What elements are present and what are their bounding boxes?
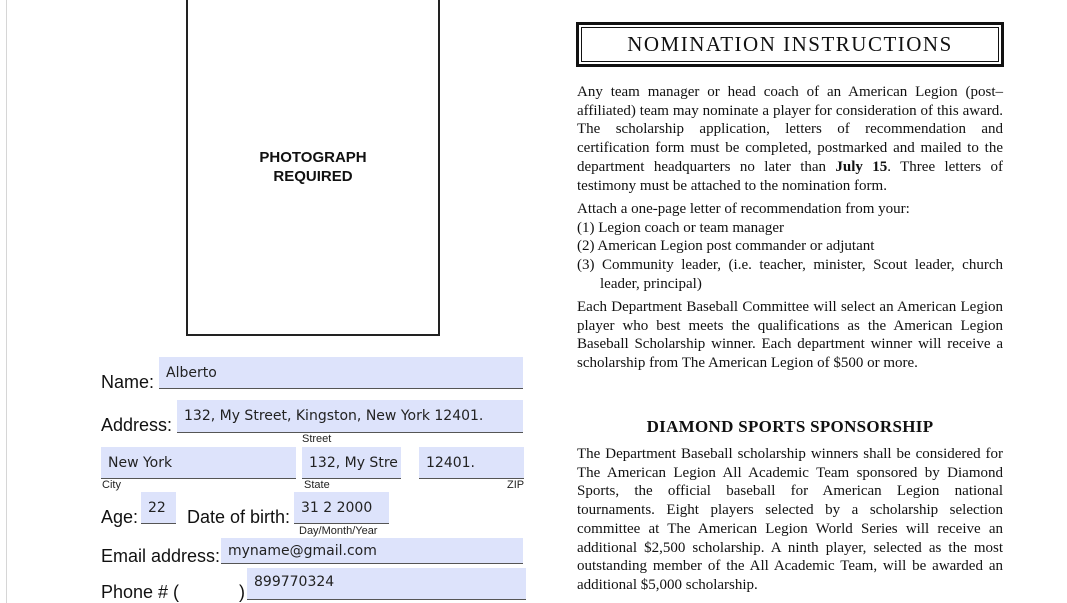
dob-field[interactable]: 31 2 2000 (294, 492, 389, 524)
address-label: Address: (101, 415, 173, 435)
nomination-instructions-title: NOMINATION INSTRUCTIONS (576, 22, 1004, 67)
state-caption: State (304, 479, 330, 491)
name-field[interactable]: Alberto (159, 357, 523, 389)
p1-text-end: . Three letters of testimony must be attached to the nomination form. (577, 158, 1003, 194)
street-caption: Street (302, 433, 332, 445)
sponsorship-paragraph: The Department Baseball scholarship winners shall be considered for The American Legion All Academic Team sponsored by Diamond Sports, the official baseball for American Legion national tournaments. Eight players selected by a scholarship selection committee at The American Legion World Series will receive an additional $2,500 scholarship. A ninth player, selected as the most outstanding member of the All Academic Team, will be awarded an additional $5,000 scholarship. (577, 446, 1003, 593)
page-edge (6, 0, 7, 603)
city-caption: City (102, 479, 121, 491)
list-item: (2) American Legion post commander or adjutant (577, 238, 875, 255)
photograph-box (186, 0, 440, 336)
age-label: Age: (101, 507, 139, 527)
phone-label: Phone # ( (101, 582, 180, 602)
p1-text-start: Any team manager or head coach of an American Legion (post–affiliated) team may nominate a player for consideration of this award. The scholarship application, letters of recommendation and certification form must be completed, postmarked and mailed to the department headquarters no later than (577, 84, 1003, 175)
list-item: (1) Legion coach or team manager (577, 219, 784, 236)
age-field[interactable]: 22 (141, 492, 176, 524)
sponsorship-title: DIAMOND SPORTS SPONSORSHIP (646, 417, 934, 436)
instructions-paragraph-1 (577, 83, 1003, 195)
recommendation-intro: Attach a one-page letter of recommendation from your: (577, 201, 910, 217)
dob-label: Date of birth: (187, 507, 291, 527)
state-field[interactable]: 132, My Stre (302, 447, 401, 479)
list-item: (3) Community leader, (i.e. teacher, minister, Scout leader, church leader, principal) (577, 257, 1003, 292)
email-label: Email address: (101, 546, 221, 566)
recommendation-list (577, 200, 1003, 294)
name-label: Name: (101, 372, 155, 392)
phone-close-paren: ) (239, 582, 245, 602)
address-field[interactable]: 132, My Street, Kingston, New York 12401. (177, 400, 523, 433)
email-field[interactable]: myname@gmail.com (221, 538, 523, 564)
phone-field[interactable]: 899770324 (247, 568, 526, 600)
zip-caption: ZIP (507, 479, 525, 491)
photo-label-line1: PHOTOGRAPH (259, 149, 367, 166)
photo-label-line2: REQUIRED (273, 168, 353, 185)
deadline-date: July 15 (835, 158, 888, 175)
city-field[interactable]: New York (101, 447, 296, 479)
dob-caption: Day/Month/Year (299, 525, 378, 537)
zip-field[interactable]: 12401. (419, 447, 524, 479)
instructions-paragraph-3: Each Department Baseball Committee will select an American Legion player who best meets the qualifications as the American Legion Baseball Scholarship winner. Each department winner will receive a scholarship from The American Legion of $500 or more. (577, 299, 1003, 372)
